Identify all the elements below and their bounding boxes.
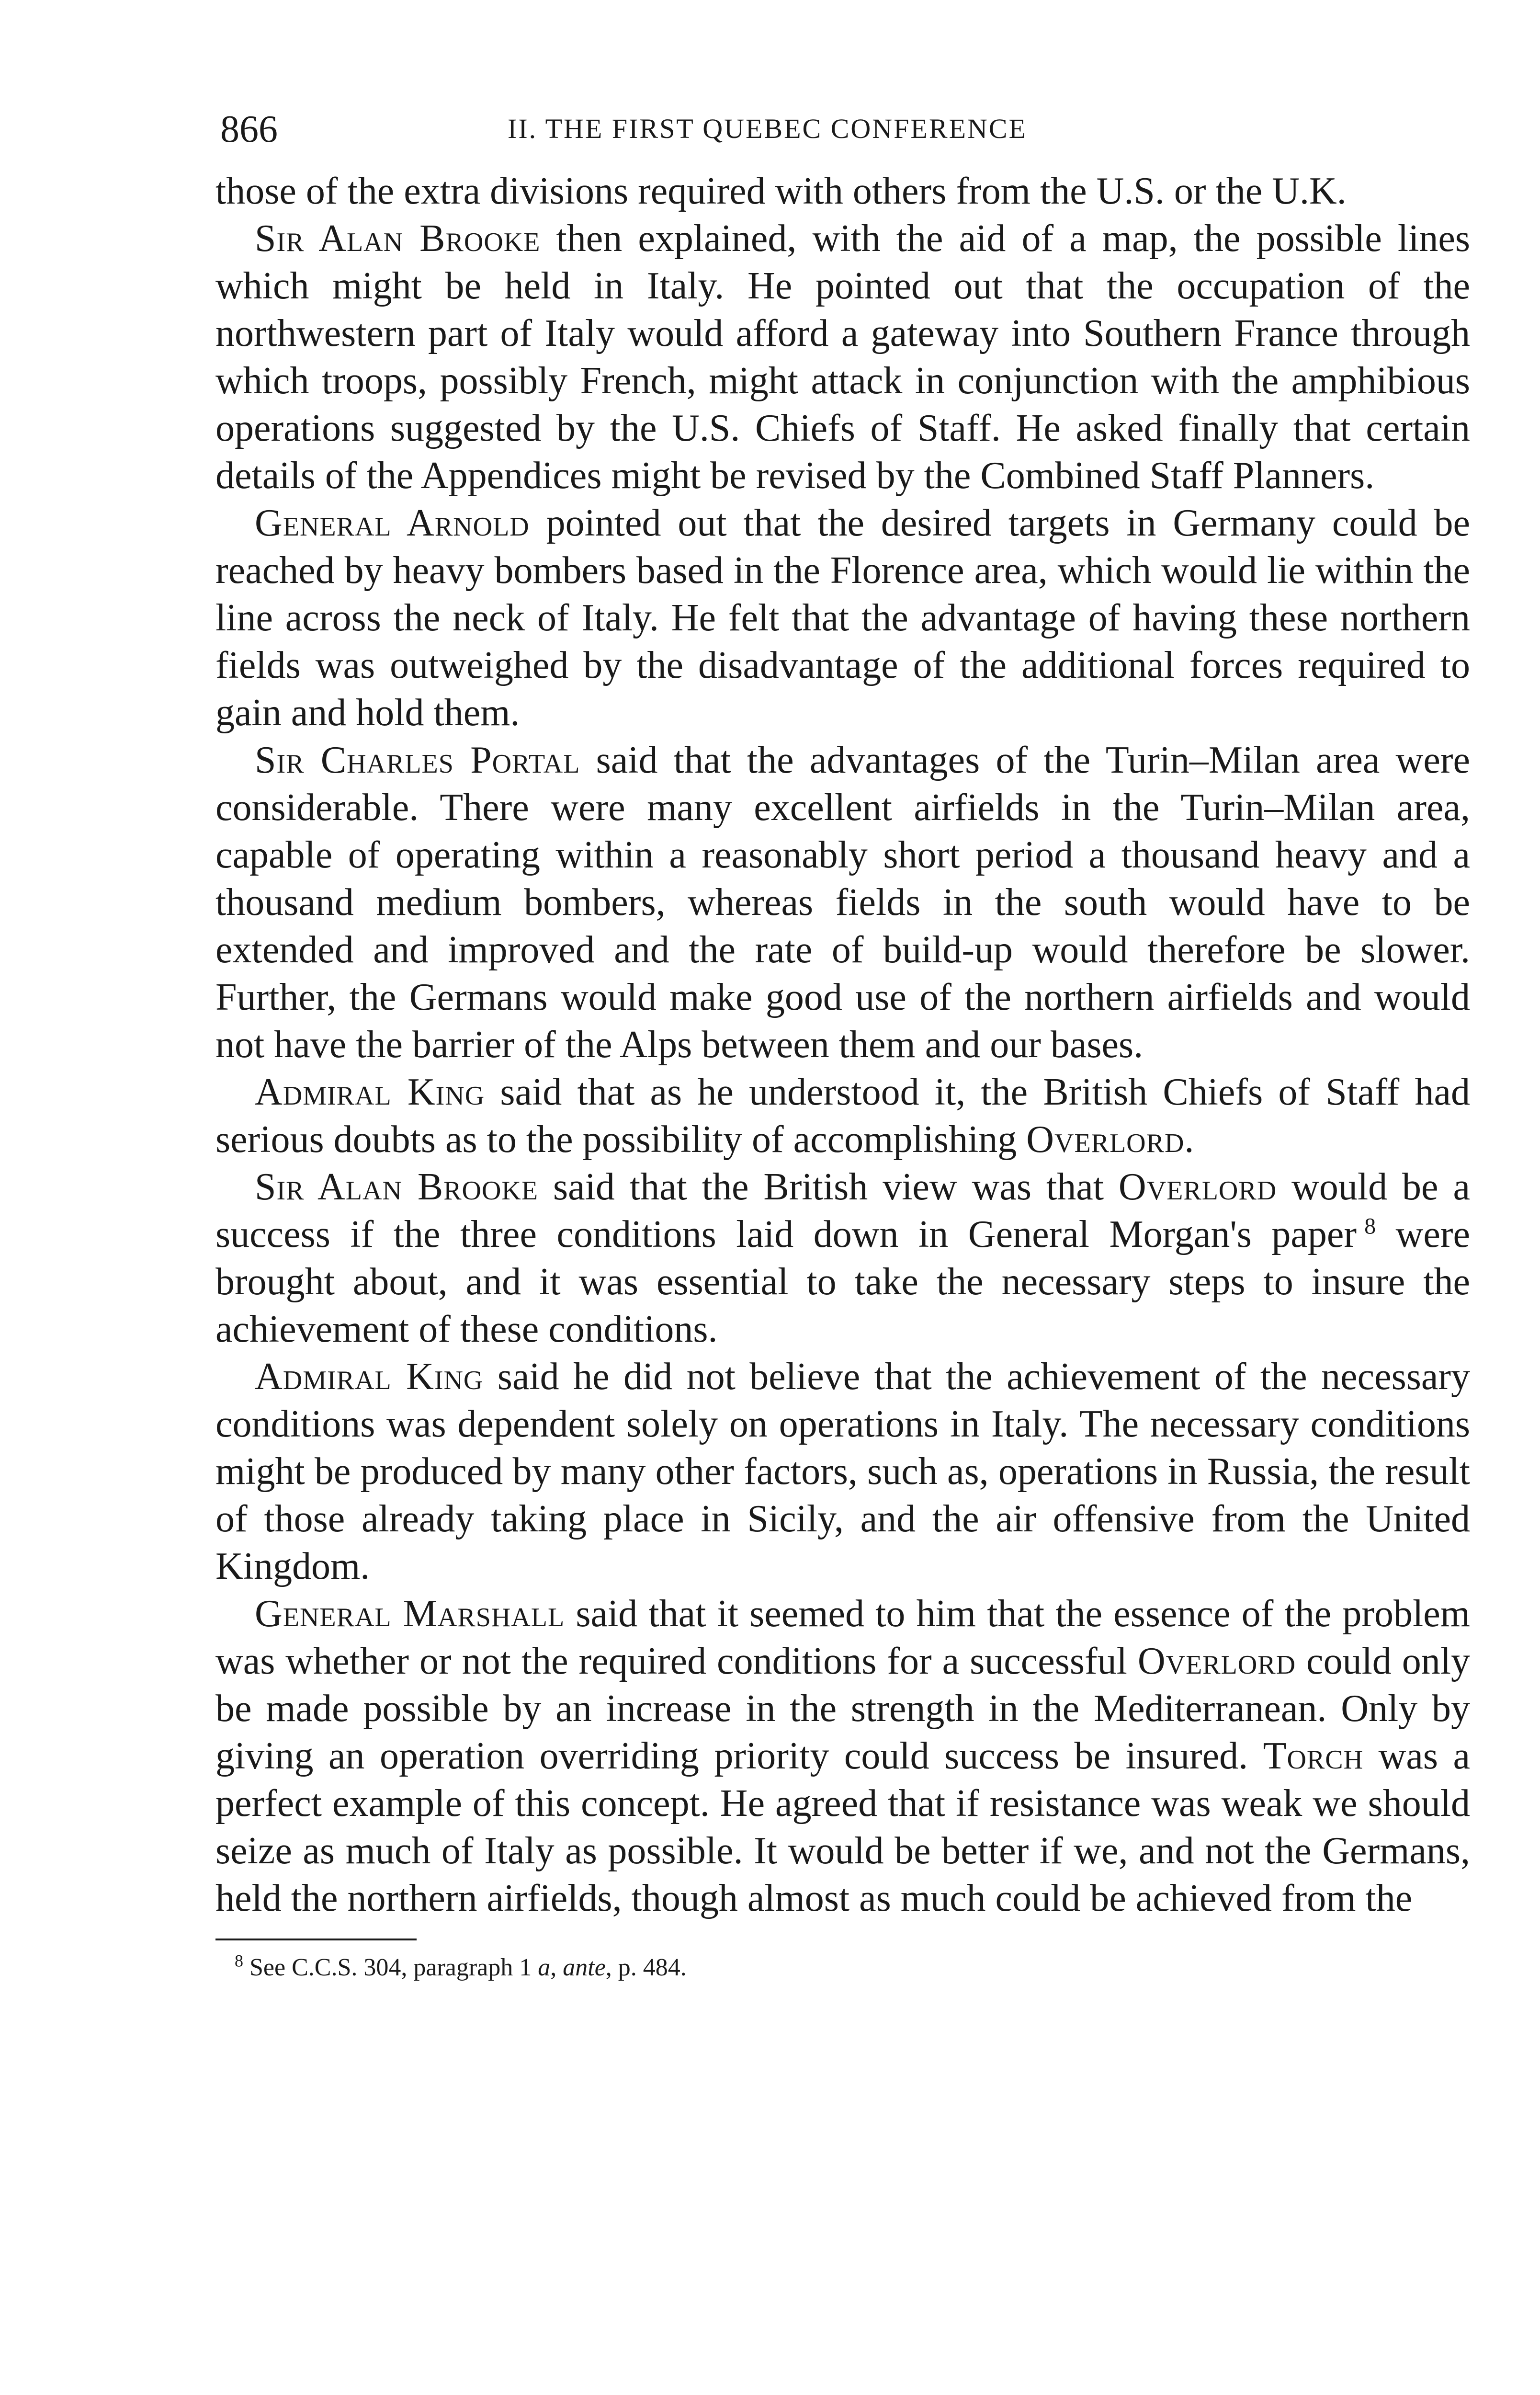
paragraph-text: were brought about, and it was essential to take the necessary steps to insure the achievement of these conditions.: [215, 1213, 1471, 1350]
paragraph-text: .: [1184, 1118, 1194, 1161]
paragraph-8: [215, 1590, 1470, 1922]
operation-codeword: Overlord: [1026, 1118, 1185, 1161]
speaker-name: Admiral King: [255, 1356, 484, 1398]
paragraph-3: [215, 500, 1470, 737]
speaker-name: Sir Charles Portal: [255, 739, 580, 781]
footnote-reference[interactable]: 8: [1364, 1213, 1376, 1239]
operation-codeword: Overlord: [1118, 1166, 1277, 1208]
chapter-title: II. THE FIRST QUEBEC CONFERENCE: [508, 113, 1027, 144]
page-number: 866: [220, 108, 278, 150]
footnote: [235, 1951, 1470, 1984]
speaker-name: Sir Alan Brooke: [255, 217, 541, 260]
paragraph-text: pointed out that the desired targets in Germany could be reached by heavy bombers based in the Florence area, which would lie within the line across the neck of Italy. He felt that the advantage of having these northern fields was outweighed by the disadvantage of the additional forces required to gain and hold them.: [215, 502, 1470, 734]
footnote-marker: 8: [235, 1951, 243, 1971]
speaker-name: Sir Alan Brooke: [255, 1166, 539, 1208]
paragraph-5: [215, 1069, 1470, 1163]
paragraph-text: said that it seemed to him that the essence of the problem was whether or not the required conditions for a successful: [215, 1593, 1471, 1682]
paragraph-2: [215, 215, 1470, 500]
paragraph-text: said that the advantages of the Turin–Milan area were considerable. There were many excellent airfields in the Turin–Milan area, capable of operating within a reasonably short period a thousand heavy and a thousand medium bombers, whereas fields in the south would have to be extended and improved and the rate of build-up would therefore be slower. Further, the Germans would make good use of the northern airfields and would not have the barrier of the Alps between them and our bases.: [215, 739, 1470, 1066]
operation-codeword: Torch: [1263, 1735, 1364, 1777]
speaker-name: Admiral King: [255, 1071, 485, 1113]
paragraph-text: said he did not believe that the achievement of the necessary conditions was dependent solely on operations in Italy. The necessary conditions might be produced by many other factors, such as, operations in Russia, the result of those already taking place in Sicily, and the air offensive from the United Kingdom.: [215, 1356, 1471, 1587]
footnote-text: , p. 484.: [605, 1954, 687, 1981]
footnote-text: See C.C.S. 304, paragraph 1: [243, 1954, 538, 1981]
paragraph-text: said that the British view was that: [538, 1166, 1119, 1208]
body-text: [215, 168, 1470, 1922]
document-page: [215, 86, 1470, 1984]
paragraph-6: [215, 1163, 1470, 1353]
paragraph-text: said that as he understood it, the British Chiefs of Staff had serious doubts as to the possibility of accomplishing: [215, 1071, 1470, 1161]
paragraph-text: could only be made possible by an increase in the strength in the Mediterranean. Only by giving an operation overriding priority could success be insured.: [215, 1640, 1470, 1777]
paragraph-text: then explained, with the aid of a map, the possible lines which might be held in Italy. He pointed out that the occupation of the northwestern part of Italy would afford a gateway into Southern France through which troops, possibly French, might attack in conjunction with the amphibious operations suggested by the U.S. Chiefs of Staff. He asked finally that certain details of the Appendices might be revised by the Combined Staff Planners.: [215, 217, 1471, 497]
paragraph-text: would be a success if the three conditions laid down in General Morgan's paper: [215, 1166, 1470, 1255]
operation-codeword: Overlord: [1137, 1640, 1296, 1682]
running-head: [215, 86, 1470, 153]
speaker-name: General Arnold: [255, 502, 530, 544]
paragraph-7: [215, 1353, 1470, 1590]
speaker-name: General Marshall: [255, 1593, 565, 1635]
paragraph-text: those of the extra divisions required with others from the U.S. or the U.K.: [215, 170, 1347, 212]
footnote-italic: ante: [563, 1954, 606, 1981]
paragraph-4: [215, 737, 1470, 1069]
footnote-text: ,: [550, 1954, 563, 1981]
paragraph-text: was a perfect example of this concept. He agreed that if resistance was weak we should seize as much of Italy as possible. It would be better if we, and not the Germans, held the northern airfields, though almost as much could be achieved from the: [215, 1735, 1470, 1919]
footnote-divider: [215, 1939, 417, 1940]
paragraph-1: [215, 168, 1470, 215]
footnote-italic: a: [538, 1954, 551, 1981]
